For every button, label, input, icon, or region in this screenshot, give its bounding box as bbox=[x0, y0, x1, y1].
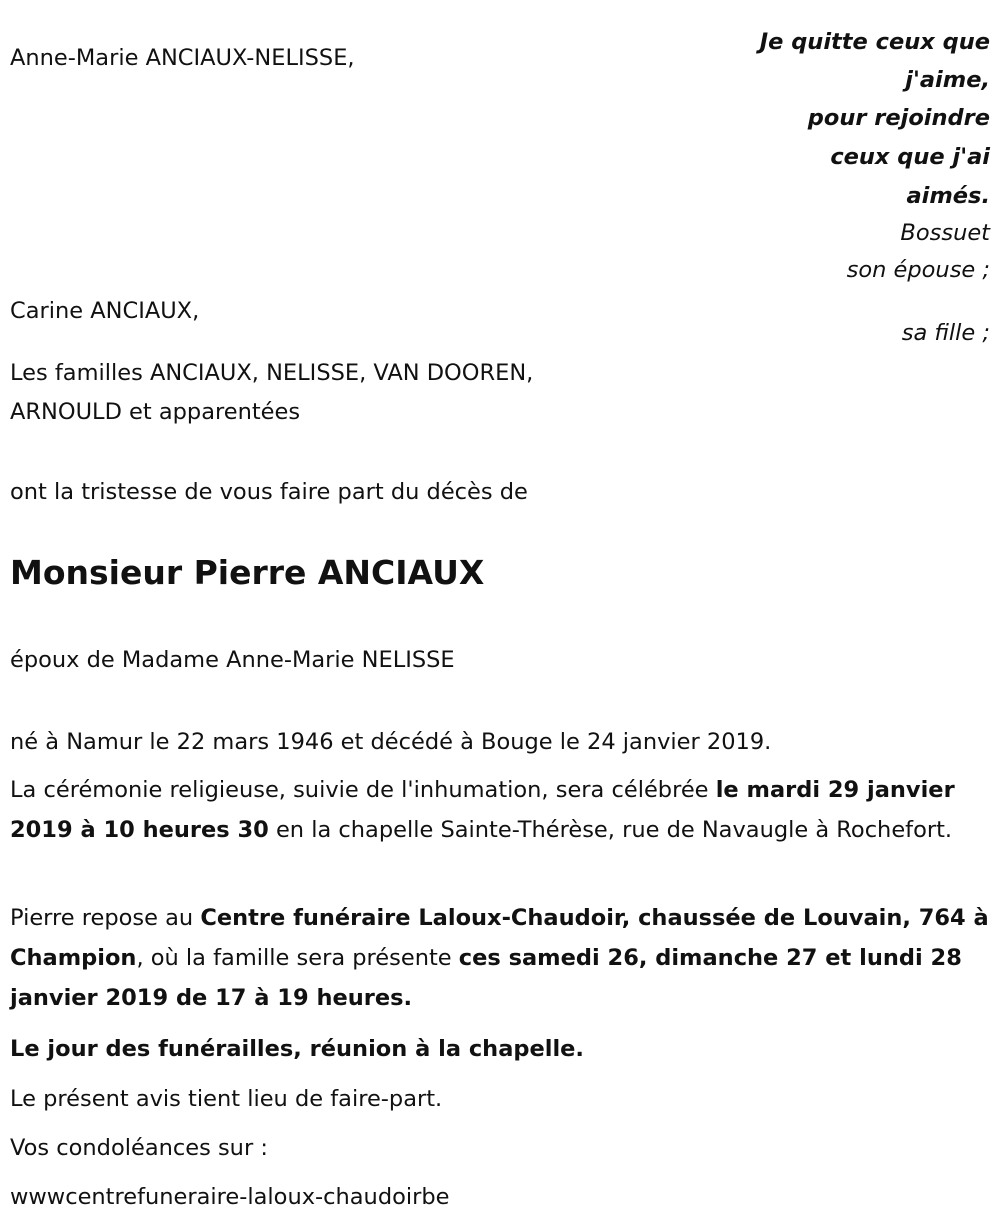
spouse-of: époux de Madame Anne-Marie NELISSE bbox=[10, 647, 455, 673]
visitation-text: Pierre repose au bbox=[10, 905, 201, 931]
birth-death: né à Namur le 22 mars 1946 et décédé à Bouge le 24 janvier 2019. bbox=[10, 729, 772, 755]
daughter-name: Carine ANCIAUX, bbox=[10, 298, 200, 324]
deceased-name: Monsieur Pierre ANCIAUX bbox=[10, 553, 485, 592]
notice: Le présent avis tient lieu de faire-part. bbox=[10, 1086, 443, 1112]
quote-author: Bossuet bbox=[900, 220, 990, 246]
announcement: ont la tristesse de vous faire part du décès de bbox=[10, 479, 528, 505]
families-line: ARNOULD et apparentées bbox=[10, 399, 301, 425]
condolences-label: Vos condoléances sur : bbox=[10, 1135, 268, 1161]
quote-line: pour rejoindre bbox=[807, 105, 990, 131]
ceremony-text: La cérémonie religieuse, suivie de l'inhumation, sera célébrée bbox=[10, 777, 716, 803]
visitation-text: , où la famille sera présente bbox=[136, 945, 459, 971]
families-line: Les familles ANCIAUX, NELISSE, VAN DOOREN, bbox=[10, 360, 534, 386]
visitation-paragraph bbox=[10, 898, 995, 1018]
meeting-note: Le jour des funérailles, réunion à la chapelle. bbox=[10, 1036, 584, 1062]
spouse-role: son épouse ; bbox=[846, 257, 990, 283]
spouse-name: Anne-Marie ANCIAUX-NELISSE, bbox=[10, 45, 355, 71]
visitation-place: Centre funéraire Laloux-Chaudoir, chaussée de Louvain, 764 à Champion bbox=[10, 905, 989, 971]
quote-line: j'aime, bbox=[905, 67, 990, 93]
daughter-role: sa fille ; bbox=[901, 320, 990, 346]
quote-line: aimés. bbox=[906, 183, 990, 209]
website-link[interactable]: wwwcentrefuneraire-laloux-chaudoirbe bbox=[10, 1184, 450, 1210]
ceremony-paragraph bbox=[10, 770, 995, 850]
ceremony-datetime: le mardi 29 janvier 2019 à 10 heures 30 bbox=[10, 777, 955, 843]
ceremony-place: en la chapelle Sainte-Thérèse, rue de Navaugle à Rochefort. bbox=[268, 817, 953, 843]
quote-line: Je quitte ceux que bbox=[759, 29, 990, 55]
visitation-times: ces samedi 26, dimanche 27 et lundi 28 janvier 2019 de 17 à 19 heures. bbox=[10, 945, 962, 1011]
quote-line: ceux que j'ai bbox=[830, 144, 990, 170]
